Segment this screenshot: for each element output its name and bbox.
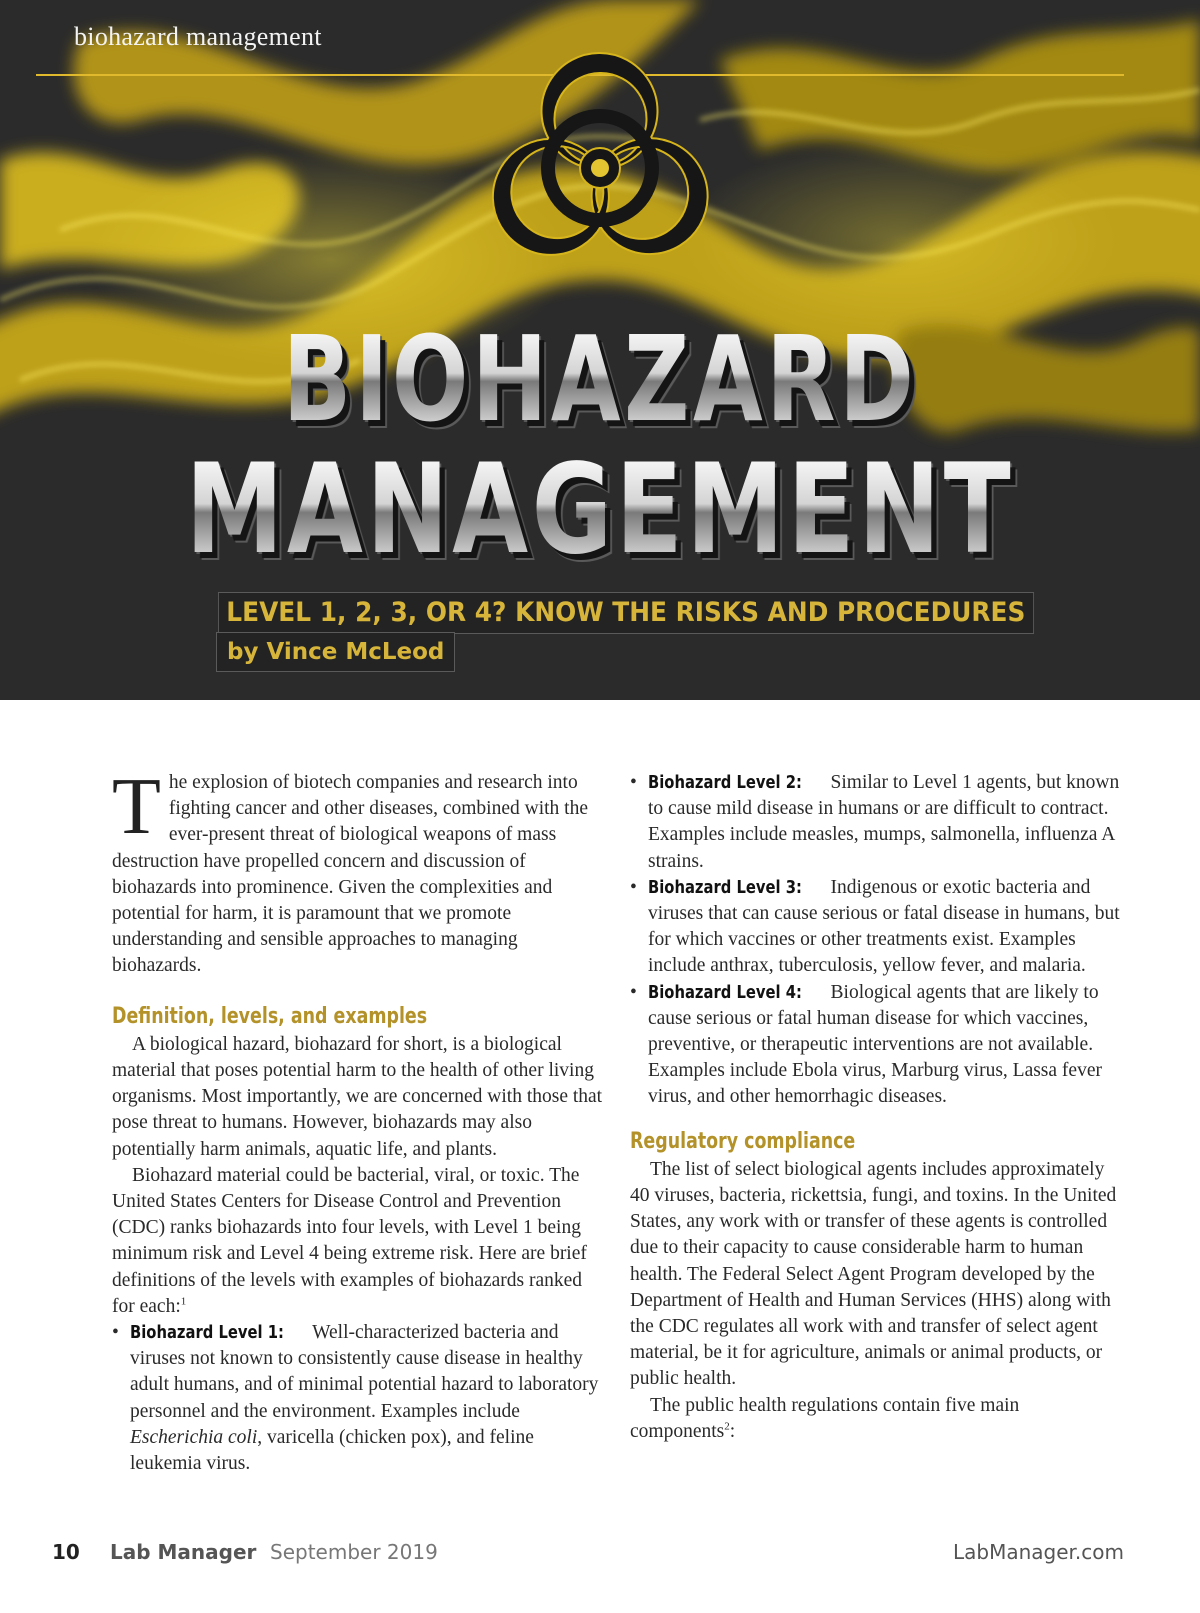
- article-title-line-1: BIOHAZARD: [90, 320, 1110, 438]
- level-label: Biohazard Level 3:: [648, 876, 802, 898]
- list-item-level-3: • Biohazard Level 3: Indigenous or exotic bacteria and viruses that can cause serious or fatal disease in humans, but for which vaccines or other treatments exist. Examples include anthrax, tuberculosis, yellow fever, and malaria.: [630, 876, 1120, 977]
- page-number: 10: [52, 1540, 80, 1564]
- level-label: Biohazard Level 2:: [648, 772, 802, 793]
- body-paragraph: A biological hazard, biohazard for short, is a biological material that poses potential harm to the health of other living organisms. Most importantly, we are concerned with those that pose threat to humans. However, biohazards may also potentially harm animals, aquatic life, and plants.: [112, 1033, 603, 1160]
- dropcap: T: [112, 763, 161, 851]
- section-label: biohazard management: [74, 22, 322, 51]
- body-paragraph: The public health regulations contain five main components$^2$:: [630, 1394, 1020, 1442]
- website-link[interactable]: LabManager.com: [953, 1540, 1124, 1564]
- footnote-ref[interactable]: 1: [180, 1295, 187, 1308]
- biohazard-levels-list-continued: [630, 770, 1120, 1111]
- list-item-level-1: • Biohazard Level 1: Well-characterized bacteria and viruses not known to consistently cause disease in healthy adult humans, and of minimal potential hazard to laboratory personnel and the environment. Examples include Escherichia coli, varicella (chicken pox), and feline leukemia virus.: [112, 1322, 599, 1475]
- bullet-icon: •: [630, 772, 637, 793]
- right-column: [630, 770, 1120, 1445]
- issue-date: September 2019: [270, 1540, 438, 1564]
- level-label: Biohazard Level 4:: [648, 981, 802, 1003]
- footnote-ref[interactable]: 2: [724, 1420, 730, 1433]
- left-column: [112, 763, 604, 1477]
- intro-paragraph: [112, 763, 604, 980]
- article-title-line-2: MANAGEMENT: [72, 448, 1128, 572]
- body-paragraph: Biohazard material could be bacterial, viral, or toxic. The United States Centers for Disease Control and Prevention (CDC) ranks biohazards into four levels, with Level 1 being minimum risk and Level 4 being extreme risk. Here are brief definitions of the levels with examples of biohazards ranked for each:$^1$: [112, 1164, 587, 1317]
- level-label: Biohazard Level 1:: [130, 1322, 284, 1344]
- article-subtitle: LEVEL 1, 2, 3, OR 4? KNOW THE RISKS AND PROCEDURES: [218, 592, 1034, 634]
- biohazard-icon: [450, 38, 750, 298]
- page-footer: [0, 1540, 1200, 1580]
- bullet-icon: •: [630, 876, 637, 898]
- list-item-level-2: • Biohazard Level 2: Similar to Level 1 agents, but known to cause mild disease in humans or are difficult to contract. Examples include measles, mumps, salmonella, influenza A strains.: [630, 772, 1120, 872]
- bullet-icon: •: [630, 981, 637, 1003]
- body-paragraph: The list of select biological agents includes approximately 40 viruses, bacteria, rickettsia, fungi, and toxins. In the United States, any work with or transfer of these agents is controlled due to their capacity to cause considerable harm to human health. The Federal Select Agent Program developed by the Department of Health and Human Services (HHS) along with the CDC regulates all work with and transfer of select agent material, be it for agriculture, animals or animal products, or public health.: [630, 1158, 1117, 1390]
- article-byline: by Vince McLeod: [216, 632, 455, 672]
- section-heading-definition: Definition, levels, and examples: [112, 1003, 428, 1029]
- biohazard-levels-list: [112, 1320, 604, 1477]
- bullet-icon: •: [112, 1322, 119, 1344]
- list-item-level-4: • Biohazard Level 4: Biological agents that are likely to cause serious or fatal human disease for which vaccines, preventive, or therapeutic interventions are not available. Examples include Ebola virus, Marburg virus, Lassa fever virus, and other hemorrhagic diseases.: [630, 981, 1102, 1108]
- hero-banner: [0, 0, 1200, 700]
- section-heading-regulatory: Regulatory compliance: [630, 1128, 856, 1154]
- magazine-name: Lab Manager: [110, 1540, 257, 1564]
- intro-text: he explosion of biotech companies and research into fighting cancer and other diseases, combined with the ever-present threat of biological weapons of mass destruction have propelled concern and discussion of biohazards into prominence. Given the complexities and potential for harm, it is paramount that we promote understanding and sensible approaches to managing biohazards.: [112, 772, 588, 977]
